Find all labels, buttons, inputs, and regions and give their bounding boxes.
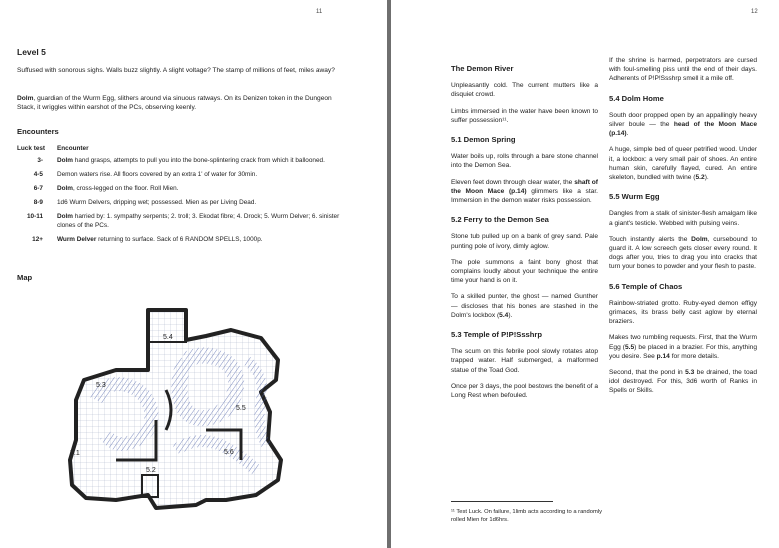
encounter-bold: Dolm	[57, 185, 73, 192]
encounter-bold: Dolm	[57, 157, 73, 164]
encounter-bold: Wurm Delver	[57, 236, 97, 243]
paragraph: To a skilled punter, the ghost — named Gunther — discloses that his bones are stashed in the Dolm's lockbox (5.4).	[451, 293, 598, 319]
section-title: The Demon River	[451, 64, 514, 73]
level-title: Level 5	[17, 47, 46, 57]
map-label-5-6: 5.6	[224, 449, 234, 456]
paragraph: The scum on this febrile pool slowly rotates atop trapped water. Half submerged, a malformed statue of the Toad God.	[451, 348, 598, 374]
left-page	[0, 0, 387, 548]
paragraph: Touch instantly alerts the Dolm, cursebound to guard it. A low screech gets closer every round. It dogs after you, tries to drag you into cracks that turn your bones to powder and your flesh to paste.	[609, 235, 757, 271]
header-luck-test: Luck test	[17, 145, 46, 152]
table-header	[17, 144, 347, 153]
footnote: ¹¹ Test Luck. On failure, 1limb acts according to a randomly rolled Mien for 1d6hrs.	[451, 509, 602, 523]
paragraph: If the shrine is harmed, perpetrators are cursed with foul-smelling piss until the end of their days. Adherents of P!P!Ssshrp smell it a mile off.	[609, 57, 757, 83]
paragraph: Limbs immersed in the water have been known to suffer possession¹¹.	[451, 107, 598, 124]
header-encounter: Encounter	[57, 145, 89, 152]
paragraph: Dangles from a stalk of sinister-flesh amalgam like a giant's testicle. Webbed with pulsing veins.	[609, 210, 757, 227]
dolm-paragraph	[17, 94, 347, 112]
section-title: 5.2 Ferry to the Demon Sea	[451, 215, 549, 225]
encounter-cell	[57, 198, 347, 207]
encounter-cell	[57, 235, 347, 244]
roll-cell: 3-	[37, 157, 43, 164]
table-row	[17, 198, 347, 207]
dolm-name: Dolm	[17, 95, 34, 102]
paragraph: A huge, simple bed of queer petrified wood. Under it, a lockbox: a very small pair of shoes. An entire human skin, carefully flayed, cured. An entire skeleton, bundled with twine (5.2).	[609, 146, 757, 182]
encounter-cell	[57, 212, 347, 230]
table-row	[17, 235, 347, 244]
map-label-5-3: 5.3	[96, 382, 106, 389]
table-row	[17, 212, 347, 230]
section-title: 5.3 Temple of P!P!Ssshrp	[451, 330, 543, 340]
paragraph: Water boils up, rolls through a bare stone channel into the Demon Sea.	[451, 153, 598, 170]
paragraph: Makes two rumbling requests. First, that the Wurm Egg (5.5) be placed in a brazier. For this, anything you desire. See p.14 for more details.	[609, 334, 757, 360]
roll-cell: 10-11	[27, 213, 43, 220]
map-label-5-2: 5.2	[146, 467, 156, 474]
encounter-text: 1d6 Wurm Delvers, dripping wet; possessed. Mien as per Living Dead.	[57, 199, 257, 206]
encounter-cell	[57, 170, 347, 179]
roll-cell: 8-9	[33, 199, 43, 206]
map-label-5-5: 5.5	[236, 405, 246, 412]
right-column-1	[451, 54, 598, 407]
encounter-text: , cross-legged on the floor. Roll Mien.	[72, 185, 179, 192]
encounters-heading: Encounters	[17, 127, 59, 136]
paragraph: Stone tub pulled up on a bank of grey sand. Pale punting pole of ivory, dimly aglow.	[451, 233, 598, 250]
encounter-cell	[57, 184, 347, 193]
footnote-divider	[451, 501, 553, 502]
roll-cell: 4-5	[33, 171, 43, 178]
section-title: 5.5 Wurm Egg	[609, 192, 660, 202]
encounter-bold: Dolm	[57, 213, 73, 220]
table-row	[17, 184, 347, 193]
map-label-5-4: 5.4	[163, 334, 173, 341]
map-label-5-1: 5.1	[70, 450, 80, 457]
right-column-2	[609, 56, 757, 403]
level-intro: Suffused with sonorous sighs. Walls buzz slightly. A slight voltage? The stamp of millions of feet, miles away?	[17, 67, 335, 74]
map-outer-wall	[70, 310, 281, 508]
paragraph: Once per 3 days, the pool bestows the benefit of a Long Rest when befouled.	[451, 382, 598, 400]
paragraph: The pole summons a faint bony ghost that complains loudly about your technique the entire time your hand is on it.	[451, 258, 598, 285]
encounter-text: hand grasps, attempts to pull you into the bone-splintering crack from which it ballooned.	[72, 157, 325, 164]
roll-cell: 12+	[32, 236, 43, 243]
encounter-text: Demon waters rise. All floors covered by an extra 1' of water for 30min.	[57, 171, 258, 178]
encounter-table	[17, 144, 347, 249]
map-heading: Map	[17, 273, 33, 282]
paragraph: Unpleasantly cold. The current mutters like a disquiet crowd.	[451, 82, 598, 99]
dolm-text: , guardian of the Wurm Egg, slithers around via sinuous ratways. On its Denizen token in the Dungeon Stack, it wriggles within earshot of the PCs, observing keenly.	[17, 95, 332, 112]
page-number: 12	[751, 9, 758, 15]
encounter-text: harried by: 1. sympathy serpents; 2. troll; 3. Ekodat fibre; 4. Drock; 5. Wurm Delver; 6. sinister clones of the PCs.	[57, 213, 340, 229]
section-title: 5.6 Temple of Chaos	[609, 281, 683, 291]
page-number: 11	[316, 9, 323, 15]
section-title: 5.4 Dolm Home	[609, 93, 664, 103]
encounter-text: returning to surface. Sack of 6 RANDOM SPELLS, 1000p.	[96, 236, 263, 243]
paragraph: South door propped open by an appallingly heavy silver boule — the head of the Moon Mace (p.14).	[609, 111, 758, 138]
paragraph: Second, that the pond in 5.3 be drained, the toad idol destroyed. For this, 3d6 worth of Ranks in Spells or Skills.	[609, 369, 757, 395]
right-page	[391, 0, 779, 548]
paragraph: Eleven feet down through clear water, the shaft of the Moon Mace (p.14) glimmers like a star. Immersion in the demon water risks possession.	[451, 178, 599, 205]
roll-cell: 6-7	[33, 185, 43, 192]
dungeon-map	[56, 300, 296, 515]
table-row	[17, 156, 347, 165]
section-title: 5.1 Demon Spring	[451, 135, 516, 145]
table-row	[17, 170, 347, 179]
encounter-cell	[57, 156, 347, 165]
paragraph: Rainbow-striated grotto. Ruby-eyed demon effigy grimaces, its brass belly cast aglow by eternal braziers.	[609, 299, 757, 326]
